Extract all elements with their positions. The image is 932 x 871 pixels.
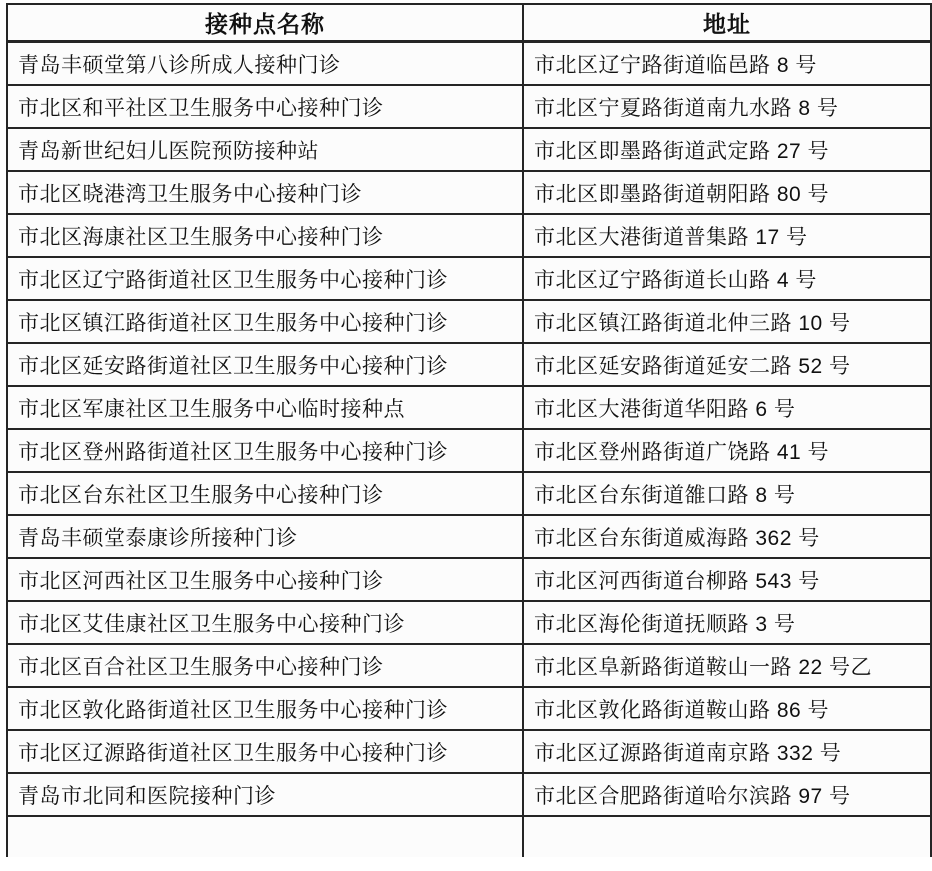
- table-row: [7, 386, 931, 429]
- table-row-partial: [7, 816, 931, 857]
- site-address-cell: 市北区台东街道威海路 362 号: [523, 515, 931, 558]
- table-row: [7, 85, 931, 128]
- site-name-cell: 市北区敦化路街道社区卫生服务中心接种门诊: [7, 687, 523, 730]
- site-name-cell: 市北区和平社区卫生服务中心接种门诊: [7, 85, 523, 128]
- site-address-cell: 市北区辽宁路街道长山路 4 号: [523, 257, 931, 300]
- site-name-cell: 青岛市北同和医院接种门诊: [7, 773, 523, 816]
- table-row: [7, 558, 931, 601]
- site-name-cell: 市北区延安路街道社区卫生服务中心接种门诊: [7, 343, 523, 386]
- table-row: [7, 429, 931, 472]
- site-address-cell: 市北区大港街道普集路 17 号: [523, 214, 931, 257]
- vaccination-sites-table: [6, 3, 932, 857]
- table-row: [7, 300, 931, 343]
- header-site-name: 接种点名称: [7, 4, 523, 42]
- table-row: [7, 773, 931, 816]
- table-row: [7, 42, 931, 86]
- table-row: [7, 515, 931, 558]
- site-address-cell: 市北区辽宁路街道临邑路 8 号: [523, 42, 931, 86]
- site-address-cell: 市北区合肥路街道哈尔滨路 97 号: [523, 773, 931, 816]
- empty-cell: [523, 816, 931, 857]
- table-header: [7, 4, 931, 42]
- table-row: [7, 257, 931, 300]
- site-name-cell: 市北区海康社区卫生服务中心接种门诊: [7, 214, 523, 257]
- site-address-cell: 市北区海伦街道抚顺路 3 号: [523, 601, 931, 644]
- table-row: [7, 644, 931, 687]
- site-address-cell: 市北区敦化路街道鞍山路 86 号: [523, 687, 931, 730]
- site-name-cell: 青岛新世纪妇儿医院预防接种站: [7, 128, 523, 171]
- table-row: [7, 343, 931, 386]
- table-row: [7, 687, 931, 730]
- site-name-cell: 市北区台东社区卫生服务中心接种门诊: [7, 472, 523, 515]
- table-row: [7, 601, 931, 644]
- site-name-cell: 市北区辽宁路街道社区卫生服务中心接种门诊: [7, 257, 523, 300]
- table-body: [7, 42, 931, 858]
- site-name-cell: 市北区登州路街道社区卫生服务中心接种门诊: [7, 429, 523, 472]
- table-row: [7, 128, 931, 171]
- site-name-cell: 市北区河西社区卫生服务中心接种门诊: [7, 558, 523, 601]
- header-address: 地址: [523, 4, 931, 42]
- site-address-cell: 市北区即墨路街道武定路 27 号: [523, 128, 931, 171]
- site-name-cell: 市北区镇江路街道社区卫生服务中心接种门诊: [7, 300, 523, 343]
- site-name-cell: 市北区艾佳康社区卫生服务中心接种门诊: [7, 601, 523, 644]
- site-address-cell: 市北区宁夏路街道南九水路 8 号: [523, 85, 931, 128]
- site-name-cell: 青岛丰硕堂第八诊所成人接种门诊: [7, 42, 523, 86]
- table-row: [7, 730, 931, 773]
- site-address-cell: 市北区登州路街道广饶路 41 号: [523, 429, 931, 472]
- site-address-cell: 市北区即墨路街道朝阳路 80 号: [523, 171, 931, 214]
- site-address-cell: 市北区镇江路街道北仲三路 10 号: [523, 300, 931, 343]
- site-name-cell: 市北区百合社区卫生服务中心接种门诊: [7, 644, 523, 687]
- site-address-cell: 市北区河西街道台柳路 543 号: [523, 558, 931, 601]
- site-address-cell: 市北区大港街道华阳路 6 号: [523, 386, 931, 429]
- site-name-cell: 市北区晓港湾卫生服务中心接种门诊: [7, 171, 523, 214]
- site-name-cell: 青岛丰硕堂泰康诊所接种门诊: [7, 515, 523, 558]
- site-address-cell: 市北区阜新路街道鞍山一路 22 号乙: [523, 644, 931, 687]
- site-address-cell: 市北区延安路街道延安二路 52 号: [523, 343, 931, 386]
- site-address-cell: 市北区辽源路街道南京路 332 号: [523, 730, 931, 773]
- header-row: [7, 4, 931, 42]
- site-name-cell: 市北区军康社区卫生服务中心临时接种点: [7, 386, 523, 429]
- site-name-cell: 市北区辽源路街道社区卫生服务中心接种门诊: [7, 730, 523, 773]
- table-row: [7, 171, 931, 214]
- table-row: [7, 472, 931, 515]
- empty-cell: [7, 816, 523, 857]
- table-row: [7, 214, 931, 257]
- site-address-cell: 市北区台东街道雒口路 8 号: [523, 472, 931, 515]
